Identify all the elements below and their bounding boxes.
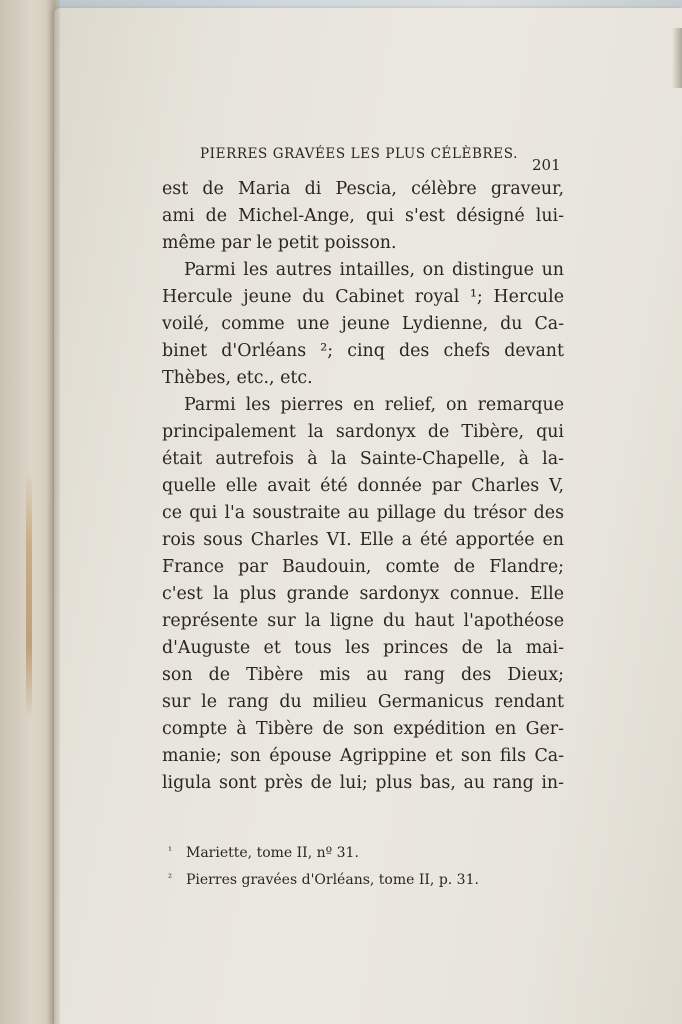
text-line: son de Tibère mis au rang des Dieux; (162, 665, 564, 685)
text-line: rois sous Charles VI. Elle a été apportée en (162, 530, 564, 550)
footnote (168, 838, 528, 865)
text-line: Parmi les autres intailles, on distingue un (184, 260, 564, 280)
text-line: voilé, comme une jeune Lydienne, du Ca- (162, 314, 564, 334)
text-line: binet d'Orléans ²; cinq des chefs devant (162, 341, 564, 361)
footnotes (168, 838, 528, 892)
text-line: principalement la sardonyx de Tibère, qui (162, 422, 564, 442)
body-text (162, 176, 564, 797)
page-number: 201 (532, 156, 561, 174)
text-line: ce qui l'a soustraite au pillage du trésor des (162, 503, 564, 523)
text-line: France par Baudouin, comte de Flandre; (162, 557, 564, 577)
text-line: manie; son épouse Agrippine et son fils Ca- (162, 746, 564, 766)
text-line: quelle elle avait été donnée par Charles V, (162, 476, 564, 496)
footnote-text: Mariette, tome II, nº 31. (186, 845, 359, 861)
text-line: est de Maria di Pescia, célèbre graveur, (162, 179, 564, 199)
page-edge-shadow (672, 28, 682, 88)
text-line: était autrefois à la Sainte-Chapelle, à la- (162, 449, 564, 469)
text-line: Parmi les pierres en relief, on remarque (184, 395, 564, 415)
footnote-mark: ² (168, 873, 173, 884)
footnote-text: Pierres gravées d'Orléans, tome II, p. 31. (186, 872, 479, 888)
text-line: sur le rang du milieu Germanicus rendant (162, 692, 564, 712)
text-line: même par le petit poisson. (162, 233, 397, 253)
text-line: d'Auguste et tous les princes de la mai- (162, 638, 564, 658)
spine-stain (26, 470, 32, 720)
text-line: représente sur la ligne du haut l'apothéose (162, 611, 564, 631)
running-head: PIERRES GRAVÉES LES PLUS CÉLÈBRES. (200, 146, 519, 162)
footnote (168, 865, 528, 892)
gutter-shadow (46, 0, 60, 1024)
footnote-mark: ¹ (168, 846, 173, 857)
text-line: c'est la plus grande sardonyx connue. Elle (162, 584, 564, 604)
text-line: ligula sont près de lui; plus bas, au rang in- (162, 773, 564, 793)
text-line: Hercule jeune du Cabinet royal ¹; Hercule (162, 287, 564, 307)
text-line: compte à Tibère de son expédition en Ger- (162, 719, 564, 739)
text-line: Thèbes, etc., etc. (162, 368, 313, 388)
text-line: ami de Michel-Ange, qui s'est désigné lui- (162, 206, 564, 226)
